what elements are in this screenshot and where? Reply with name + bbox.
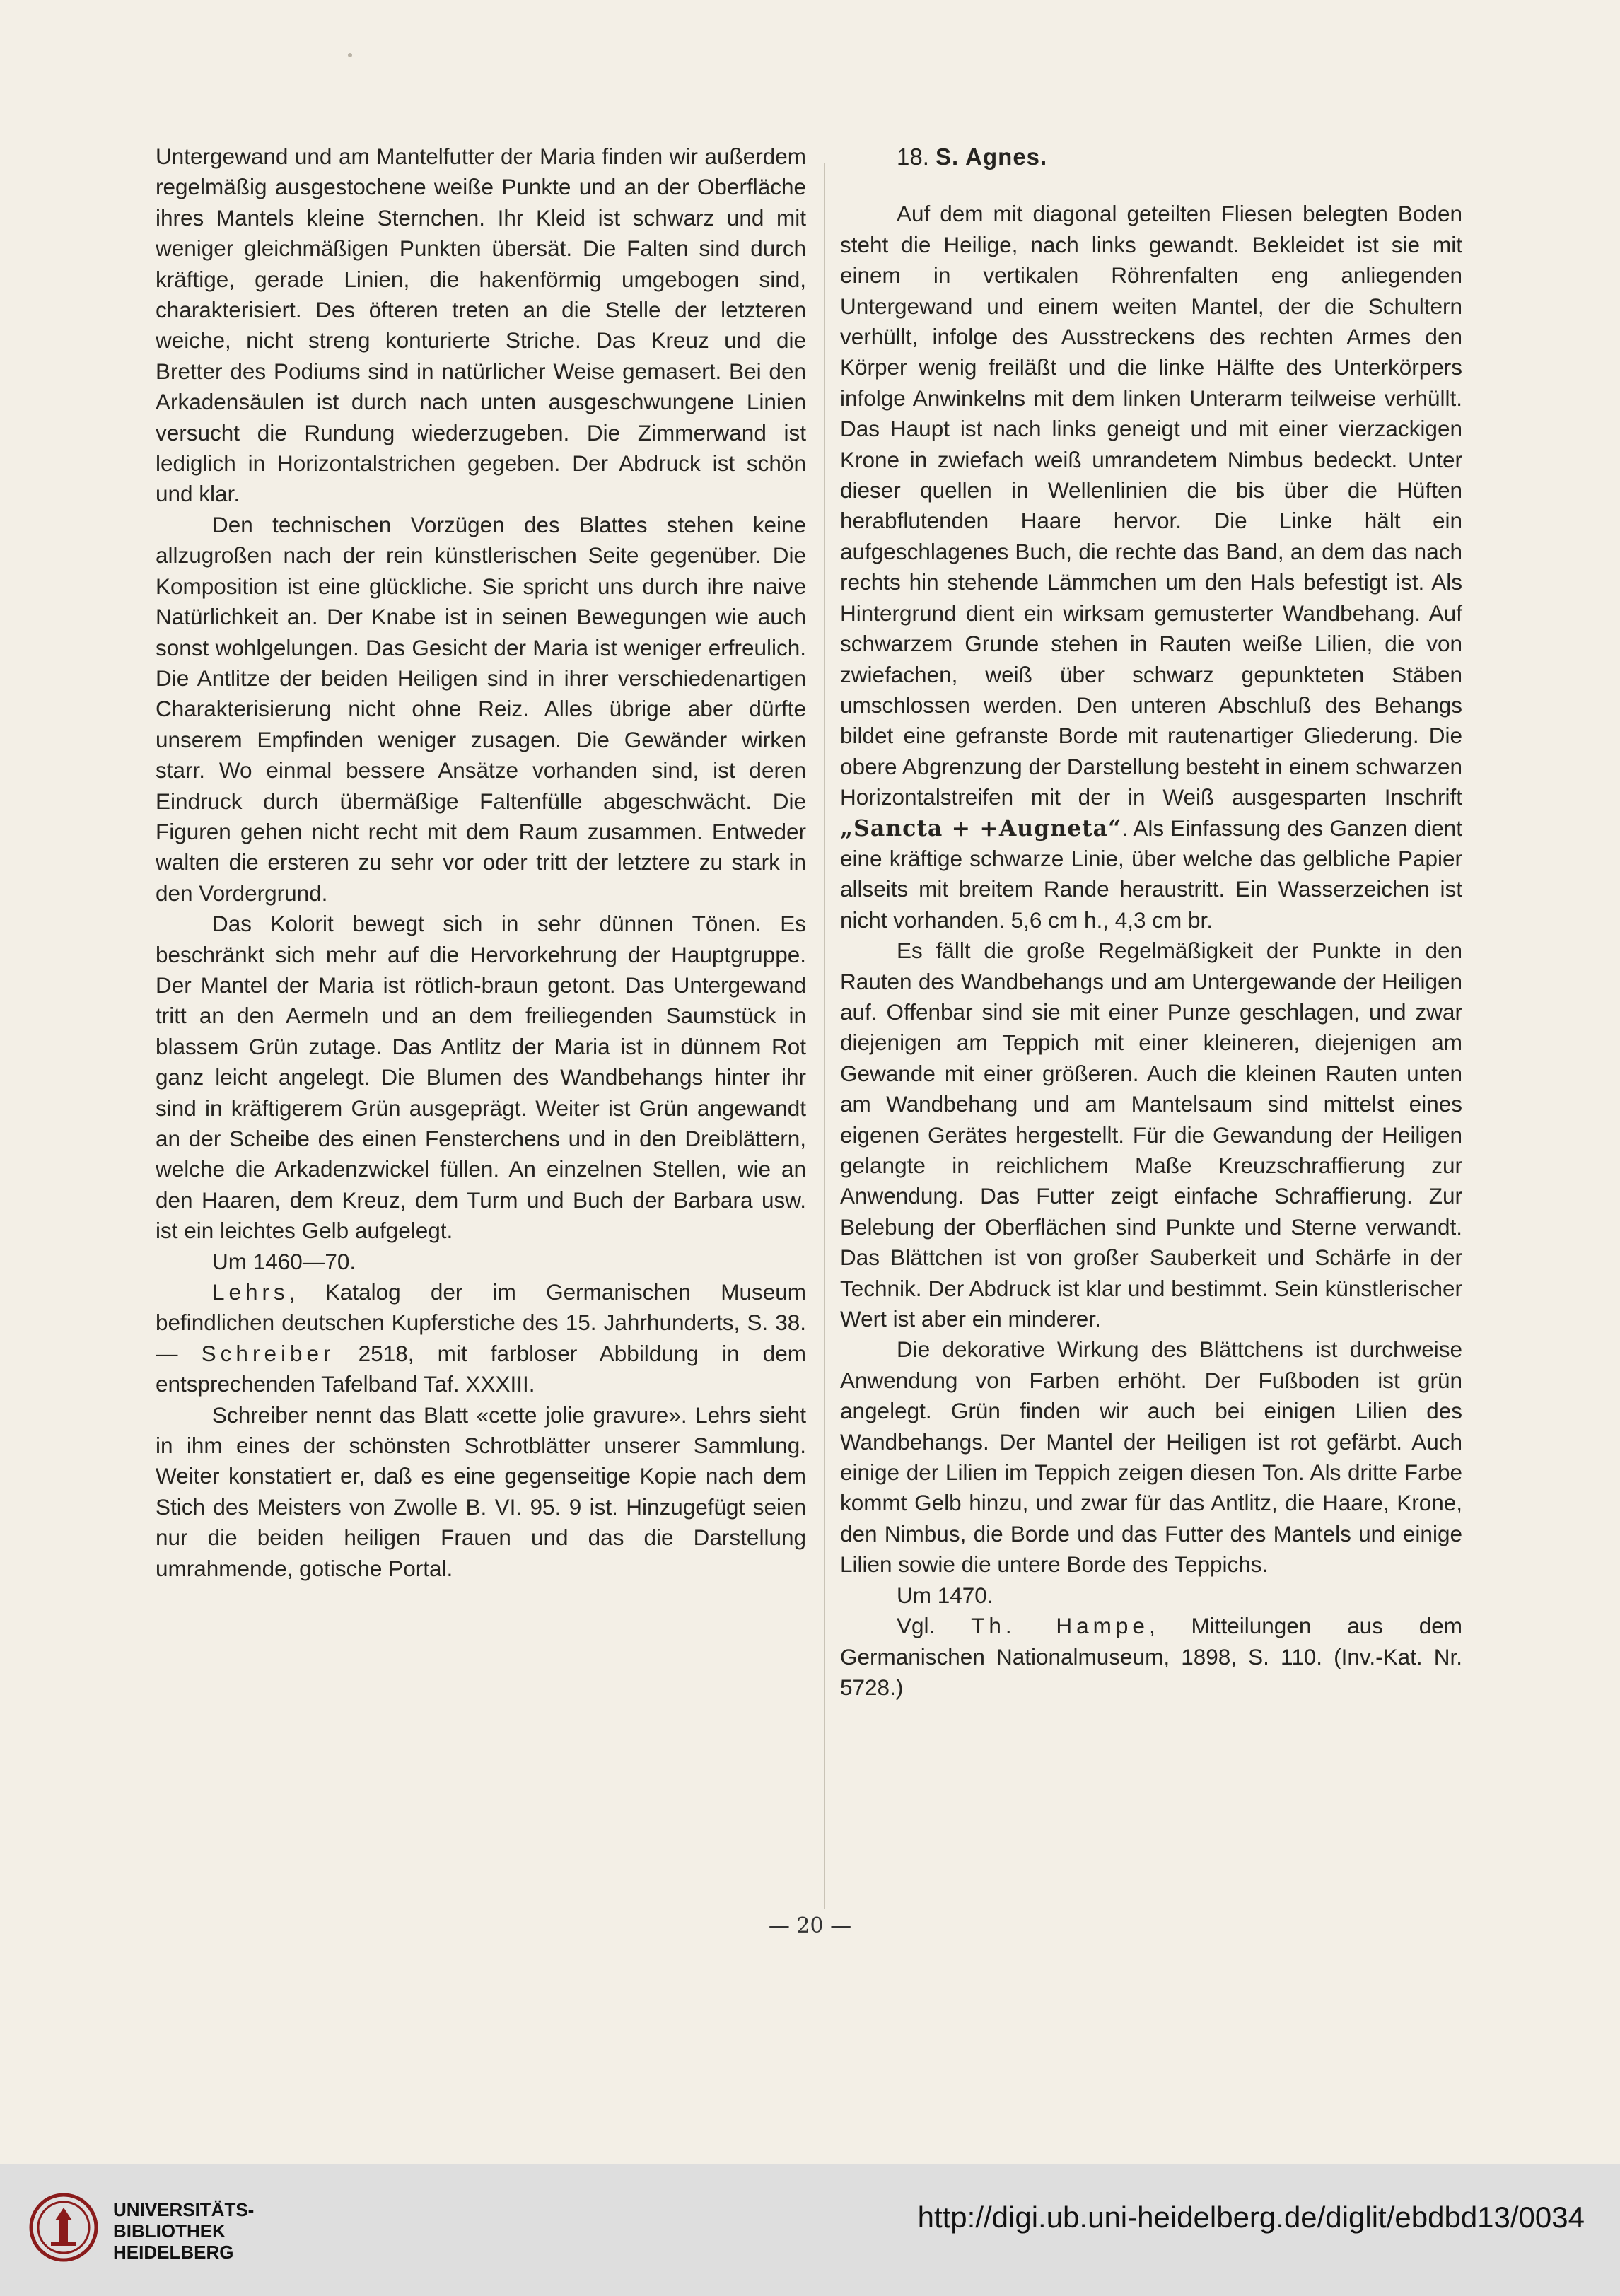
author-name: Schreiber [201,1340,335,1366]
library-name [113,2199,254,2263]
literature-reference [156,1277,806,1400]
paragraph: Schreiber nennt das Blatt «cette jolie gravure». Lehrs sieht in ihm eines der schönsten Schrotblätter unserer Sammlung. Weiter konstatiert er, daß es eine gegenseitige Kopie nach dem Stich des Meisters von Zwolle B. VI. 95. 9 ist. Hinzugefügt seien nur die beiden heiligen Frauen und das die Darstellung umrahmende, gotische Portal. [156,1402,806,1581]
reference-text: Vgl. [897,1613,972,1639]
reference-text: , Katalog der im Germanischen Museum befindlichen deutschen Kupferstiche des 15. Jahrhunderts, S. 38. — [156,1279,806,1366]
library-name-line: BIBLIOTHEK [113,2220,226,2242]
date-line: Um 1460—70. [212,1248,356,1274]
paragraph [840,199,1462,936]
paragraph: Es fällt die große Regelmäßigkeit der Punkte in den Rauten des Wandbehangs und am Untergewande der Heiligen auf. Offenbar sind sie mit einer Punze geschlagen, und zwar diejenigen am Teppich mit einer kleineren, diejenigen am Gewande mit einer größeren. Auch die kleinen Rauten unten am Wandbehang und am Mantelsaum sind mittelst eines eigenen Gerätes hergestellt. Für die Gewandung der Heiligen gelangte in reichlichem Maße Kreuzschraffierung zur Anwendung. Das Futter zeigt einfache Schraffierung. Zur Belebung der Oberflächen sind Punkte und Sterne verwandt. Das Blättchen ist von großer Sauberkeit und Schärfe in der Technik. Der Abdruck ist klar und bestimmt. Sein künstlerischer Wert ist aber ein minderer. [840,938,1462,1332]
library-name-line: HEIDELBERG [113,2242,234,2263]
column-divider [824,163,825,1909]
paper-speck [348,53,352,57]
literature-reference [840,1611,1462,1703]
right-column [840,141,1462,1703]
date-line: Um 1470. [897,1582,993,1608]
university-seal-icon [28,2192,99,2263]
section-number: 18. [897,144,929,170]
author-name: Th. Hampe [971,1613,1149,1639]
left-column [156,141,806,1584]
source-url-link[interactable]: http://digi.ub.uni-heidelberg.de/diglit/ebdbd13/0034 [917,2201,1585,2234]
paragraph: Das Kolorit bewegt sich in sehr dünnen Tönen. Es beschränkt sich mehr auf die Hervorkehrung der Hauptgruppe. Der Mantel der Maria ist rötlich-braun getont. Das Untergewand tritt an den Aermeln und an dem freiliegenden Saumstück in blassem Grün zutage. Das Antlitz der Maria ist in dünnem Rot ganz leicht angelegt. Die Blumen des Wandbehangs hinter ihr sind in kräftigerem Grün ausgeprägt. Weiter ist Grün angewandt an der Scheibe des einen Fensterchens und in den Dreiblättern, welche die Arkadenzwickel füllen. An einzelnen Stellen, wie an den Haaren, dem Kreuz, dem Turm und Buch der Barbara usw. ist ein leichtes Gelb aufgelegt. [156,911,806,1244]
reference-text: , Mitteilungen aus dem Germanischen Nationalmuseum, 1898, S. 110. (Inv.-Kat. Nr. 5728.) [840,1613,1462,1700]
reference-text: 2518, mit farbloser Abbildung in dem entsprechenden Tafelband Taf. XXXIII. [156,1340,806,1397]
author-name: Lehrs [212,1279,289,1305]
footer-bar [0,2164,1620,2296]
library-name-line: UNIVERSITÄTS- [113,2199,255,2220]
section-heading [840,141,1462,172]
paragraph: Den technischen Vorzügen des Blattes stehen keine allzugroßen nach der rein künstlerischen Seite gegenüber. Die Komposition ist eine glückliche. Sie spricht uns durch ihre naive Natürlichkeit an. Der Knabe ist in seinen Bewegungen wie auch sonst wohlgelungen. Das Gesicht der Maria ist weniger erfreulich. Die Antlitze der beiden Heiligen sind in ihrer verschiedenartigen Charakterisierung nicht ohne Reiz. Alles übrige aber dürfte unserem Empfinden weniger zusagen. Die Gewänder wirken starr. Wo einmal bessere Ansätze vorhanden sind, ist deren Eindruck durch übermäßige Faltenfülle abgeschwächt. Die Figuren gehen nicht recht mit dem Raum zusammen. Entweder walten die ersteren zu sehr vor oder tritt der letztere zu stark in den Vordergrund. [156,511,806,906]
inscription: „Sancta + +Augneta“ [840,815,1122,841]
paragraph-text: Auf dem mit diagonal geteilten Fliesen belegten Boden steht die Heilige, nach links gewandt. Bekleidet ist sie mit einem in vertikalen Röhrenfalten eng anliegenden Untergewand und einem weiten Mantel, der die Schultern verhüllt, infolge des Ausstreckens des rechten Armes den Körper wenig freiläßt und die linke Hälfte des Unterkörpers infolge Anwinkelns mit dem linken Unterarm teilweise verhüllt. Das Haupt ist nach links geneigt und mit einer vierzackigen Krone in zwiefach weiß umrandetem Nimbus bedeckt. Unter dieser quellen in Wellenlinien die bis über die Hüften herabflutenden Haare hervor. Die Linke hält ein aufgeschlagenes Buch, die rechte das Band, an dem das nach rechts hin stehende Lämmchen um den Hals befestigt ist. Als Hintergrund dient ein wirksam gemusterter Wandbehang. Auf schwarzem Grunde stehen in Rauten weiße Lilien, die von zwiefachen, weiß über schwarz gepunkteten Stäben umschlossen werden. Den unteren Abschluß des Behangs bildet eine gefranste Borde mit rautenartiger Gliederung. Die obere Abgrenzung der Darstellung besteht in einem schwarzen Horizontalstreifen mit der in Weiß ausgesparten Inschrift [840,201,1462,810]
paragraph: Die dekorative Wirkung des Blättchens ist durchweise Anwendung von Farben erhöht. Der Fußboden ist grün angelegt. Grün finden wir auch bei einigen Lilien des Wandbehangs. Der Mantel der Heiligen ist rot gefärbt. Auch einige der Lilien im Teppich zeigen diesen Ton. Als dritte Farbe kommt Gelb hinzu, und zwar für das Antlitz, die Haare, Krone, den Nimbus, die Borde und das Futter des Mantels und einige Lilien sowie die untere Borde des Teppichs. [840,1336,1462,1578]
paragraph: Untergewand und am Mantelfutter der Maria finden wir außerdem regelmäßig ausgestochene weiße Punkte und an der Oberfläche ihres Mantels kleine Sternchen. Ihr Kleid ist schwarz und mit weniger gleichmäßigen Punkten übersät. Die Falten sind durch kräftige, gerade Linien, die hakenförmig umgebogen sind, charakterisiert. Des öfteren treten an die Stelle der letzteren weiche, nicht streng konturierte Striche. Das Kreuz und die Bretter des Podiums sind in natürlicher Weise gemasert. Bei den Arkadensäulen ist durch nach unten ausgeschwungene Linien versucht die Rundung wiederzugeben. Die Zimmerwand ist lediglich in Horizontalstrichen gegeben. Der Abdruck ist schön und klar. [156,144,806,507]
page-number: — 20 — [768,1913,852,1938]
section-title: S. Agnes. [936,144,1048,170]
paragraph-text: . Als Einfassung des Ganzen dient eine kräftige schwarze Linie, über welche das gelbliche Papier allseits mit breitem Rande heraustritt. Ein Wasserzeichen ist nicht vorhanden. 5,6 cm h., 4,3 cm br. [840,815,1462,933]
